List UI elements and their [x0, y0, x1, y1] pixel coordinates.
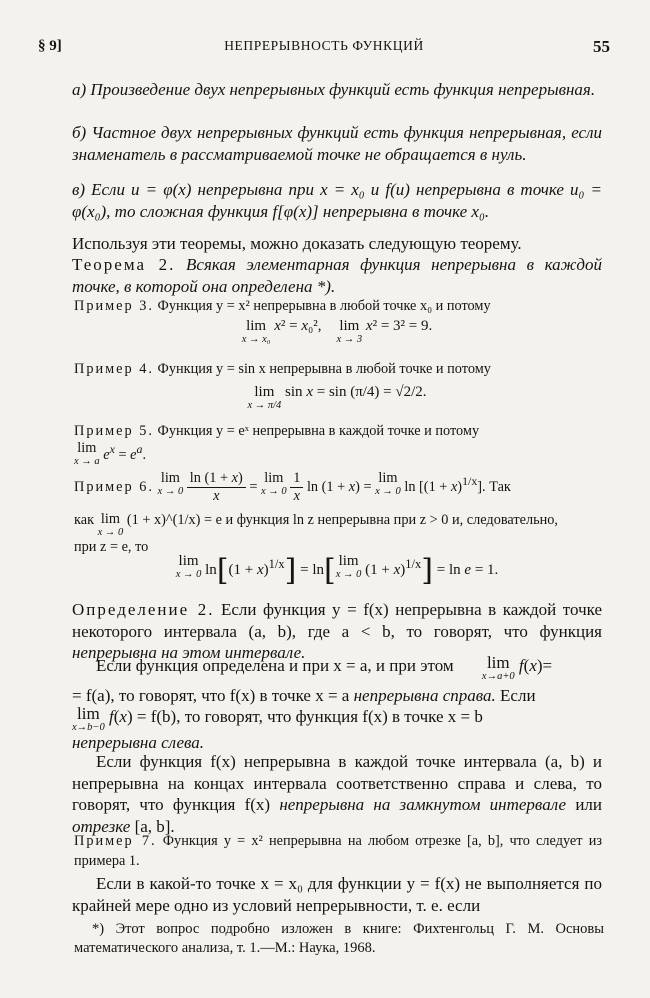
theorem-a: а) Произведение двух непрерывных функций есть функция непрерывная. — [72, 80, 596, 99]
chapter-title: НЕПРЕРЫВНОСТЬ ФУНКЦИЙ — [224, 38, 424, 53]
example-5-formula: lim x → a $e^x = e^a$. — [74, 440, 147, 467]
example-6: Пример 6. lim x → 0 $\frac{\ln (1 + x)}{x}$ = lim x → 0 $\frac{1}{x}$ ln (1 + x) = lim x → 0 $\ln [(1 + x)^{1/x}]$. Так — [74, 470, 511, 504]
closed-interval-definition: Если функция f(x) непрерывна в каждой точке интервала (a, b) и непрерывна на концах интервала соответственно справа и слева, то говорят, что функция f(x) непрерывна на замкнутом интервале или отрезке [a, b]. — [72, 752, 603, 836]
theorem-c: в) Если u = φ(x) непрерывна при x = x₀ и f(u) непрерывна в точке u₀ = φ(x₀), то сложная функция f[φ(x)] непрерывна в точке x₀. — [72, 180, 602, 221]
footnote: *) Этот вопрос подробно изложен в книге: Фихтенгольц Г. М. Основы математического анализа, т. 1.—М.: Наука, 1968. — [74, 921, 604, 956]
example-3-formula: lim x → x₀ x² = x₀², lim x → 3 x² = 3² = 9. — [241, 318, 433, 345]
page-number: 55 — [593, 37, 610, 56]
left-continuity: lim x→b−0 f(x) = f(b), то говорят, что функция f(x) в точке x = b — [72, 704, 483, 733]
right-continuity-2: = f(a), то говорят, что f(x) в точке x = a непрерывна справа. Если — [72, 686, 536, 705]
theorem-2-label: Теорема 2. — [72, 255, 176, 274]
example-6-line3: при z = e, то — [74, 539, 149, 555]
example-5-label: Пример 5. — [74, 423, 154, 439]
example-7 — [74, 832, 602, 871]
example-6-line2: как lim x → 0 (1 + x)^(1/x) = e и функция ln z непрерывна при z > 0 и, следовательно, — [74, 511, 559, 538]
example-3 — [74, 297, 602, 317]
example-4-label: Пример 4. — [74, 361, 154, 377]
definition-2 — [72, 599, 602, 664]
running-header — [38, 38, 610, 58]
example-6-label: Пример 6. — [74, 478, 154, 495]
discontinuity-intro: Если в какой-то точке x = x₀ для функции y = f(x) не выполняется по крайней мере одно из условий непрерывности, т. е. если — [72, 874, 602, 915]
theorem-2 — [72, 254, 602, 297]
example-6-tail: Так — [489, 478, 511, 495]
definition-2-text: Если функция y = f(x) непрерывна в каждой точке некоторого интервала (a, b), где a < b, то говорят, что функция — [72, 600, 602, 641]
right-continuity-italic: непрерывна справа. — [353, 686, 496, 705]
section-number: § 9] — [38, 38, 62, 54]
theorem-b: б) Частное двух непрерывных функций есть функция непрерывная, если знаменатель в рассматриваемой точке не обращается в нуль. — [72, 123, 602, 164]
example-4-formula: lim x → π/4 sin x = sin (π/4) = √2/2. — [247, 384, 427, 411]
using-theorems-text: Используя эти теоремы, можно доказать следующую теорему. — [72, 234, 522, 253]
theorem-2-text: Всякая элементарная функция непрерывна в каждой точке, в которой она определена *). — [72, 255, 603, 296]
definition-2-italic: непрерывна на этом интервале. — [72, 643, 306, 662]
example-3-text: Функция y = x² непрерывна в любой точке x₀ и потому — [157, 298, 491, 314]
example-6-formula: lim x → 0 $\ln[(1 + x)^{1/x}] = \ln$[ lim x → 0 $(1 + x)^{1/x}] = \ln e = 1$. — [175, 553, 499, 588]
example-4 — [74, 360, 602, 380]
example-3-label: Пример 3. — [74, 298, 154, 314]
example-7-text: Функция y = x² непрерывна на любом отрезке [a, b], что следует из примера 1. — [74, 833, 602, 869]
example-4-text: Функция y = sin x непрерывна в любой точке и потому — [157, 361, 491, 377]
example-5-text: Функция y = eˣ непрерывна в каждой точке и потому — [157, 423, 480, 439]
right-continuity: Если функция определена и при x = a, и при этом lim x→a+0 f(x)= — [96, 653, 553, 682]
example-7-label: Пример 7. — [74, 833, 157, 849]
example-5 — [74, 422, 602, 442]
left-continuity-italic: непрерывна слева. — [72, 733, 205, 752]
definition-2-label: Определение 2. — [72, 600, 215, 619]
